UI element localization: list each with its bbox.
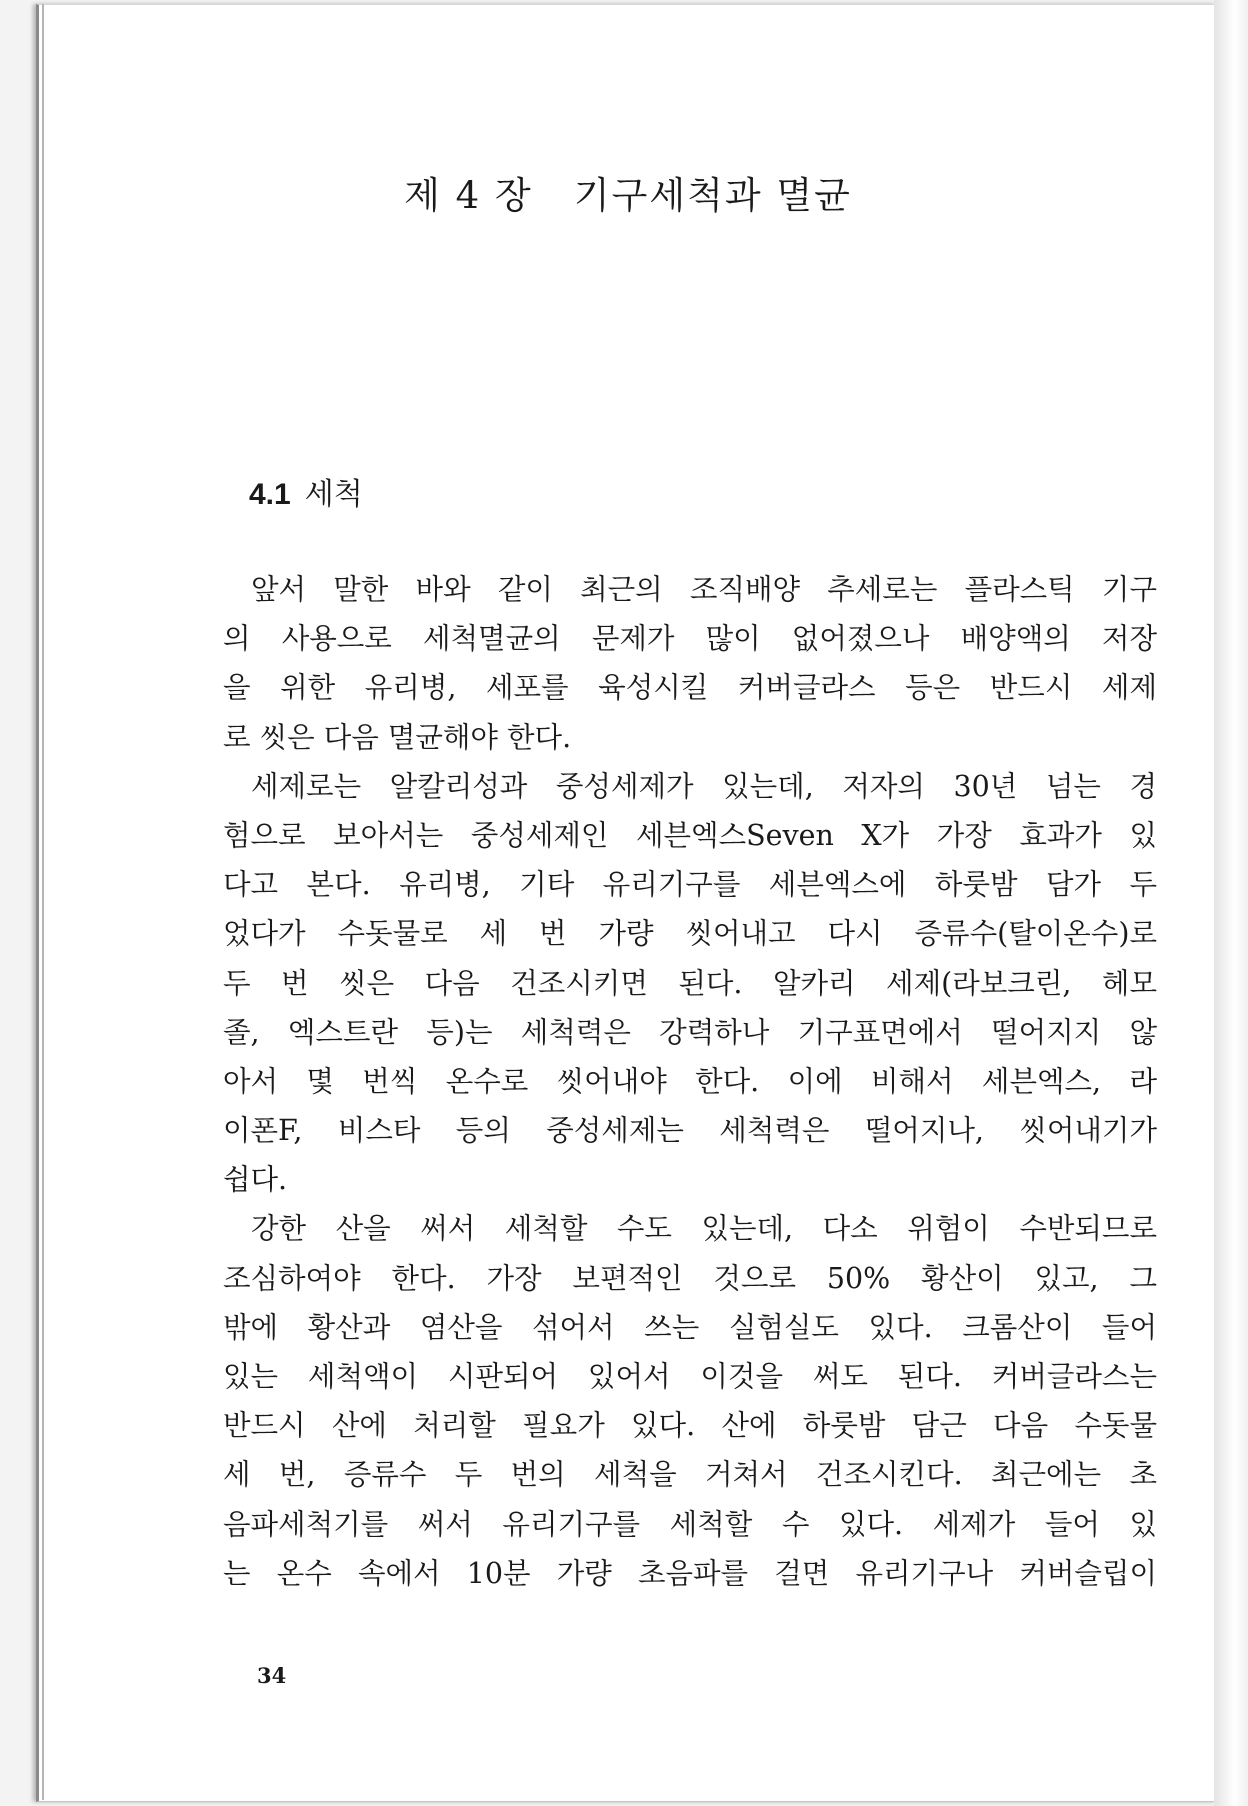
page-edge <box>1214 0 1248 1806</box>
section-number: 4.1 <box>249 478 291 511</box>
text-line: 조심하여야 한다. 가장 보편적인 것으로 50% 황산이 있고, 그 <box>223 1261 1157 1295</box>
page-number: 34 <box>257 1663 287 1688</box>
text-line: 밖에 황산과 염산을 섞어서 쓰는 실험실도 있다. 크롬산이 들어 <box>223 1310 1157 1344</box>
text-line: 반드시 산에 처리할 필요가 있다. 산에 하룻밤 담근 다음 수돗물 <box>223 1409 1157 1443</box>
text-line: 을 위한 유리병, 세포를 육성시킬 커버글라스 등은 반드시 세제 <box>223 671 1157 705</box>
text-line: 이폰F, 비스타 등의 중성세제는 세척력은 떨어지나, 씻어내기가 <box>223 1114 1157 1148</box>
section-heading <box>249 469 363 513</box>
book-page <box>36 4 1217 1802</box>
text-line: 세제로는 알칼리성과 중성세제가 있는데, 저자의 30년 넘는 경 <box>251 769 1157 803</box>
section-title: 세척 <box>304 477 363 512</box>
text-line: 있는 세척액이 시판되어 있어서 이것을 써도 된다. 커버글라스는 <box>223 1360 1157 1393</box>
text-line: 다고 본다. 유리병, 기타 유리기구를 세븐엑스에 하룻밤 담가 두 <box>223 868 1157 902</box>
text-line: 앞서 말한 바와 같이 최근의 조직배양 추세로는 플라스틱 기구 <box>251 573 1157 606</box>
text-line: 의 사용으로 세척멸균의 문제가 많이 없어졌으나 배양액의 저장 <box>223 622 1157 656</box>
text-line: 아서 몇 번씩 온수로 씻어내야 한다. 이에 비해서 세븐엑스, 라 <box>223 1064 1157 1098</box>
text-line: 세 번, 증류수 두 번의 세척을 거쳐서 건조시킨다. 최근에는 초 <box>223 1458 1157 1492</box>
text-line: 강한 산을 써서 세척할 수도 있는데, 다소 위험이 수반되므로 <box>251 1212 1157 1246</box>
chapter-title: 제 4 장 기구세척과 멸균 <box>404 174 852 217</box>
text-line: 로 씻은 다음 멸균해야 한다. <box>223 720 572 754</box>
text-line: 두 번 씻은 다음 건조시키면 된다. 알카리 세제(라보크린, 헤모 <box>223 966 1157 1000</box>
body-text <box>223 565 1157 1598</box>
book-spine-shadow <box>42 4 44 1800</box>
text-line: 었다가 수돗물로 세 번 가량 씻어내고 다시 증류수(탈이온수)로 <box>223 917 1157 951</box>
text-line: 는 온수 속에서 10분 가량 초음파를 걸면 유리기구나 커버슬립이 <box>223 1556 1157 1590</box>
text-line: 험으로 보아서는 중성세제인 세븐엑스Seven X가 가장 효과가 있 <box>223 818 1157 852</box>
text-line: 음파세척기를 써서 유리기구를 세척할 수 있다. 세제가 들어 있 <box>223 1507 1157 1541</box>
text-line: 쉽다. <box>223 1163 288 1197</box>
text-line: 졸, 엑스트란 등)는 세척력은 강력하나 기구표면에서 떨어지지 않 <box>223 1015 1157 1049</box>
